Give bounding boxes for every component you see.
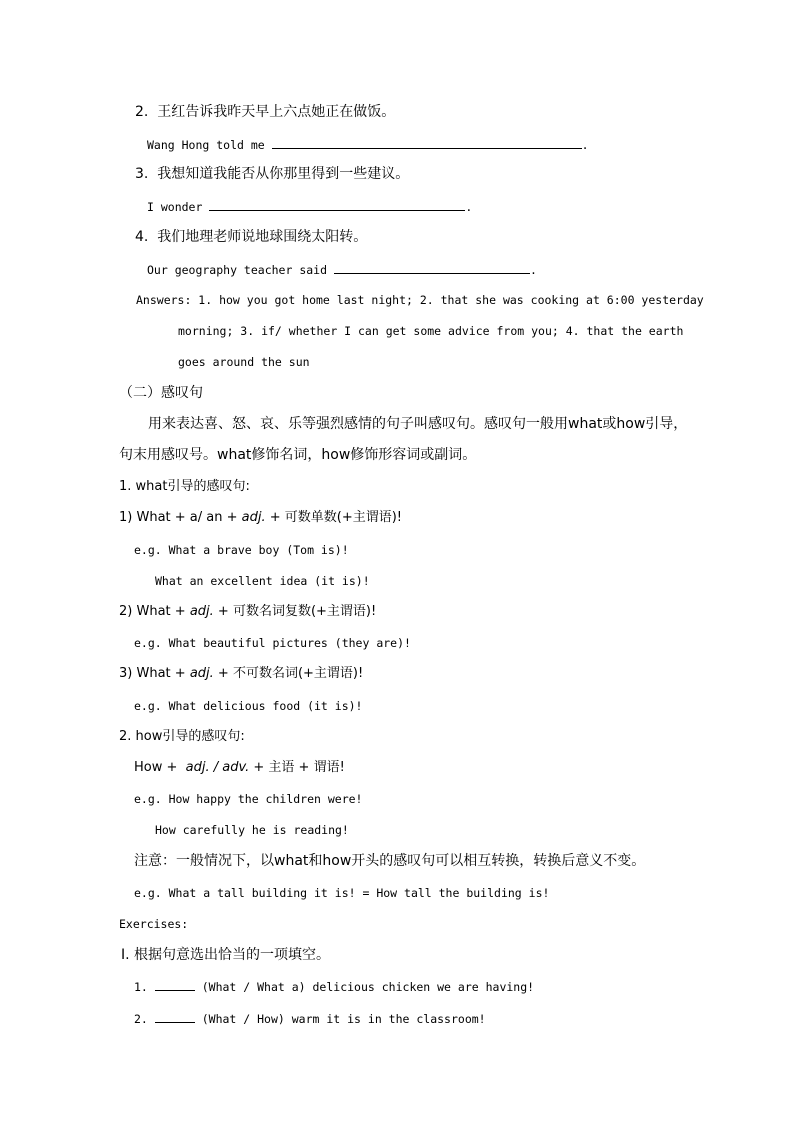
section-intro-1: 用来表达喜、怒、哀、乐等强烈感情的句子叫感叹句。感叹句一般用what或how引导，: [148, 416, 688, 432]
section-intro-2: 句末用感叹号。what修饰名词，how修饰形容词或副词。: [119, 447, 477, 463]
what-rule-1-example-2: What an excellent idea (it is)!: [155, 574, 370, 588]
translation-item-3-en: [147, 198, 472, 215]
answer-blank[interactable]: [334, 261, 530, 274]
question-number: 2.: [134, 1012, 148, 1026]
exercise-question-2: [134, 1010, 486, 1027]
rule-prefix: 2) What +: [119, 604, 186, 619]
rule-suffix: + 不可数名词(+主谓语)!: [213, 666, 364, 681]
exercise-part-i: Ⅰ. 根据句意选出恰当的一项填空。: [121, 947, 331, 963]
what-rule-1-example-1: e.g. What a brave boy (Tom is)!: [134, 543, 349, 557]
english-prefix: I wonder: [147, 200, 203, 214]
answer-blank[interactable]: [209, 198, 465, 211]
how-heading: 2. how引导的感叹句:: [119, 729, 245, 744]
section-heading: （二）感叹句: [119, 385, 203, 401]
period: .: [465, 200, 473, 214]
rule-prefix: 3) What +: [119, 666, 186, 681]
pattern-prefix: How +: [134, 760, 178, 775]
period: .: [581, 138, 589, 152]
question-number: 1.: [134, 980, 148, 994]
rule-prefix: 1) What + a/ an +: [119, 510, 238, 525]
translation-item-3-cn: [135, 166, 409, 182]
how-example-2: How carefully he is reading!: [155, 823, 349, 837]
translation-item-2-en: [147, 136, 589, 153]
item-number: 2.: [135, 104, 149, 120]
item-number: 3.: [135, 166, 149, 182]
translation-item-4-cn: [135, 229, 367, 245]
what-rule-2-example: e.g. What beautiful pictures (they are)!: [134, 636, 411, 650]
adj-label: adj.: [241, 510, 266, 525]
adj-label: adj.: [189, 604, 214, 619]
translation-item-2-cn: [135, 104, 395, 120]
question-text: (What / What a) delicious chicken we are having!: [201, 980, 535, 994]
how-pattern: [134, 760, 345, 776]
chinese-sentence: 我们地理老师说地球围绕太阳转。: [157, 229, 368, 245]
what-heading: 1. what引导的感叹句:: [119, 479, 250, 494]
answer-blank[interactable]: [272, 136, 582, 149]
chinese-sentence: 王红告诉我昨天早上六点她正在做饭。: [157, 104, 396, 120]
english-prefix: Our geography teacher said: [147, 263, 328, 277]
translation-item-4-en: [147, 261, 537, 278]
note-example: e.g. What a tall building it is! = How tall the building is!: [134, 886, 550, 900]
answers-line-2: morning; 3. if/ whether I can get some advice from you; 4. that the earth: [178, 324, 684, 338]
how-example-1: e.g. How happy the children were!: [134, 792, 363, 806]
note-text: 注意：一般情况下，以what和how开头的感叹句可以相互转换，转换后意义不变。: [134, 853, 646, 869]
period: .: [529, 263, 537, 277]
adj-adv-label: adj. / adv.: [185, 760, 250, 775]
exercise-question-1: [134, 978, 534, 995]
answer-blank[interactable]: [155, 978, 195, 991]
rule-suffix: + 可数名词复数(+主谓语)!: [213, 604, 377, 619]
rule-suffix: + 可数单数(+主谓语)!: [265, 510, 403, 525]
pattern-suffix: + 主语 + 谓语!: [249, 760, 345, 775]
what-rule-1: [119, 510, 402, 526]
question-text: (What / How) warm it is in the classroom!: [201, 1012, 486, 1026]
what-rule-2: [119, 604, 376, 620]
chinese-sentence: 我想知道我能否从你那里得到一些建议。: [157, 166, 410, 182]
english-prefix: Wang Hong told me: [147, 138, 265, 152]
answers-line-1: Answers: 1. how you got home last night; 2. that she was cooking at 6:00 yesterday: [136, 293, 704, 307]
answers-line-3: goes around the sun: [178, 355, 310, 369]
what-rule-3-example: e.g. What delicious food (it is)!: [134, 699, 363, 713]
item-number: 4.: [135, 229, 149, 245]
what-rule-3: [119, 666, 363, 682]
adj-label: adj.: [189, 666, 214, 681]
exercises-label: Exercises:: [119, 917, 189, 931]
answer-blank[interactable]: [155, 1010, 195, 1023]
